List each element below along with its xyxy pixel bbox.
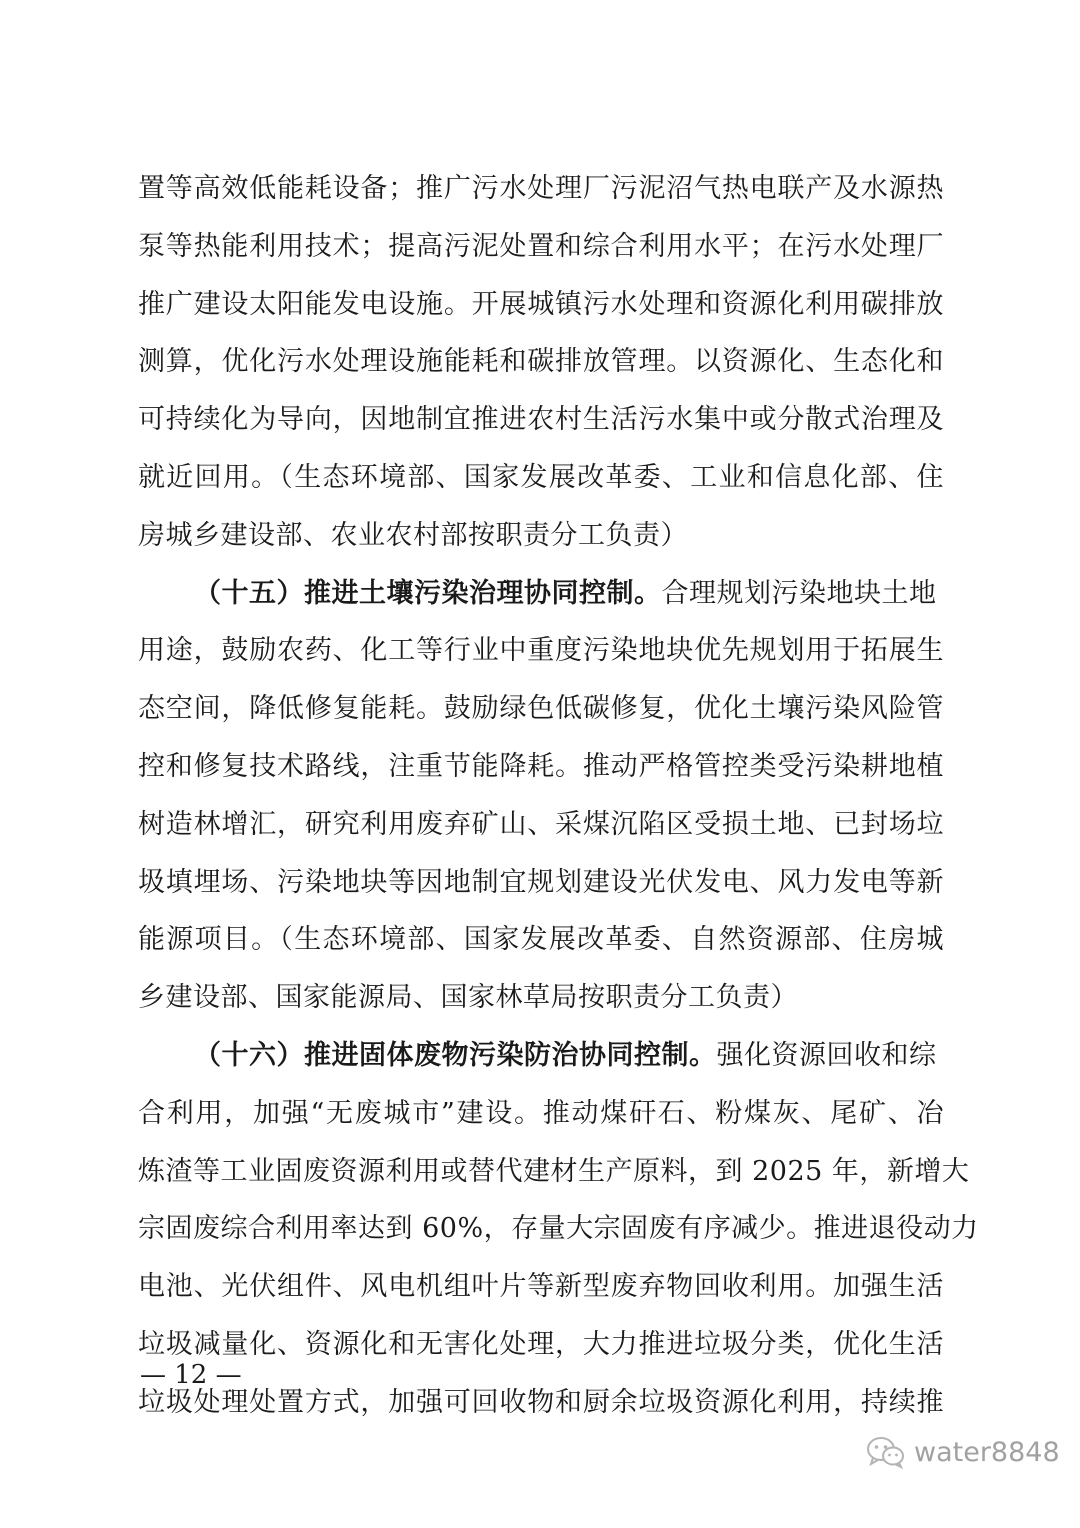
document-body [138, 160, 979, 1432]
page-number: — 12 — [140, 1360, 242, 1390]
section-16-first-line-text: 强化资源回收和综 [716, 1039, 937, 1071]
paragraph-line: 宗固废综合利用率达到 60%，存量大宗固废有序减少。推进退役动力 [138, 1213, 979, 1245]
paragraph-line: 态空间，降低修复能耗。鼓励绿色低碳修复，优化土壤污染风险管 [138, 693, 944, 725]
watermark [866, 1430, 1060, 1474]
wechat-icon [866, 1435, 906, 1469]
paragraph-line: 控和修复技术路线，注重节能降耗。推动严格管控类受污染耕地植 [138, 750, 944, 782]
paragraph-line: 房城乡建设部、农业农村部按职责分工负责） [138, 519, 688, 551]
paragraph-line: 树造林增汇，研究利用废弃矿山、采煤沉陷区受损土地、已封场垃 [138, 808, 944, 840]
paragraph-line: 推广建设太阳能发电设施。开展城镇污水处理和资源化利用碳排放 [138, 288, 944, 320]
paragraph-line: 电池、光伏组件、风电机组叶片等新型废弃物回收利用。加强生活 [138, 1271, 944, 1303]
paragraph-line: 炼渣等工业固废资源利用或替代建材生产原料，到 2025 年，新增大 [138, 1155, 970, 1187]
paragraph-line: 垃圾处理处置方式，加强可回收物和厨余垃圾资源化利用，持续推 [138, 1386, 944, 1418]
paragraph-line: 泵等热能利用技术；提高污泥处置和综合利用水平；在污水处理厂 [138, 230, 944, 262]
paragraph-line: 乡建设部、国家能源局、国家林草局按职责分工负责） [138, 982, 798, 1014]
section-16-first-line [138, 1027, 944, 1085]
section-15-first-line-text: 合理规划污染地块土地 [661, 577, 937, 609]
paragraph-line: 置等高效低能耗设备；推广污水处理厂污泥沼气热电联产及水源热 [138, 173, 944, 204]
paragraph-line: 圾填埋场、污染地块等因地制宜规划建设光伏发电、风力发电等新 [138, 866, 944, 898]
paragraph-line: 就近回用。（生态环境部、国家发展改革委、工业和信息化部、住 [138, 461, 944, 493]
paragraph-line: 能源项目。（生态环境部、国家发展改革委、自然资源部、住房城 [138, 924, 944, 956]
section-16-heading: （十六）推进固体废物污染防治协同控制。 [194, 1039, 717, 1071]
paragraph-line: 垃圾减量化、资源化和无害化处理，大力推进垃圾分类，优化生活 [138, 1328, 944, 1360]
section-15-first-line [138, 565, 944, 623]
section-15-heading: （十五）推进土壤污染治理协同控制。 [194, 577, 662, 609]
paragraph-line: 合利用，加强“无废城市”建设。推动煤矸石、粉煤灰、尾矿、冶 [138, 1097, 944, 1129]
paragraph-line: 可持续化为导向，因地制宜推进农村生活污水集中或分散式治理及 [138, 404, 944, 436]
paragraph-line: 用途，鼓励农药、化工等行业中重度污染地块优先规划用于拓展生 [138, 635, 944, 667]
paragraph-line: 测算，优化污水处理设施能耗和碳排放管理。以资源化、生态化和 [138, 346, 944, 378]
watermark-text: water8848 [914, 1436, 1060, 1468]
